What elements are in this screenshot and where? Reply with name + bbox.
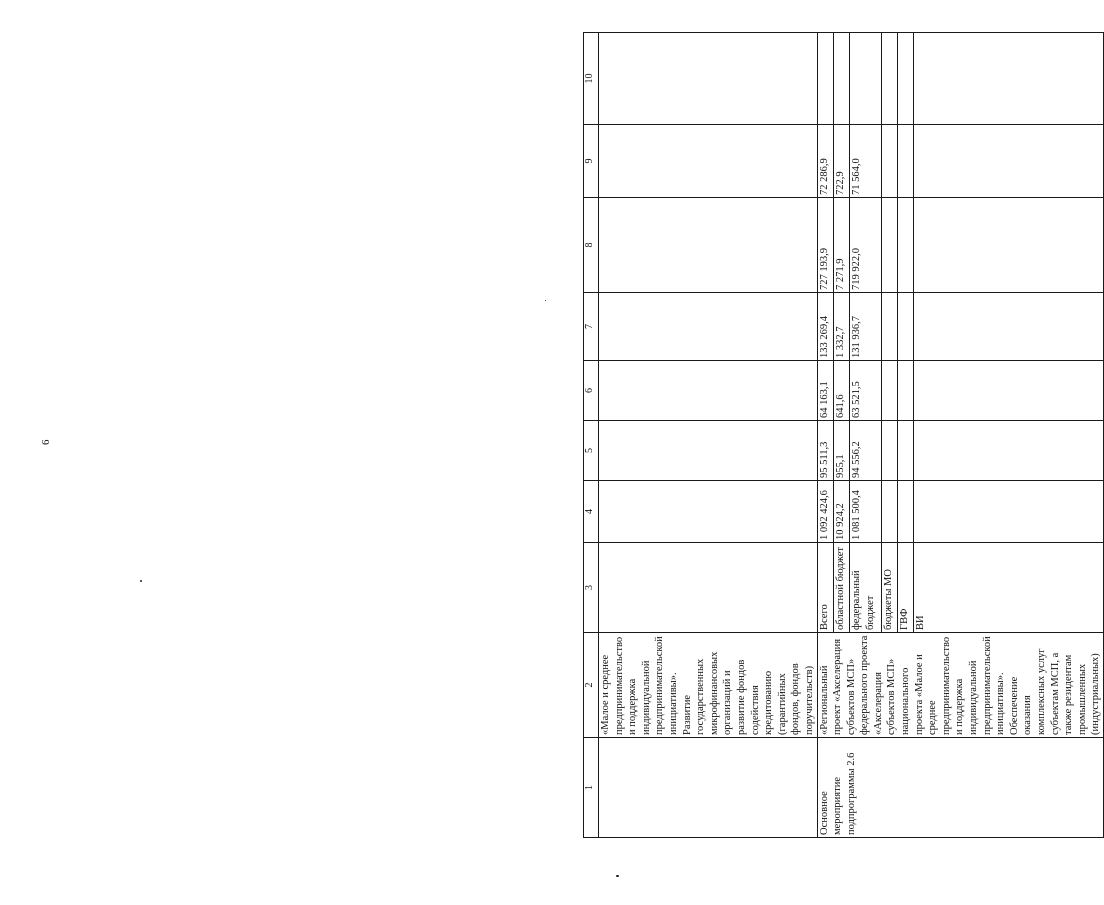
header-cell: 10: [584, 33, 599, 125]
funding-source-cell: областной бюджет: [833, 543, 849, 633]
value-cell: [914, 361, 1104, 421]
value-cell: 94 556,2: [850, 421, 881, 481]
value-cell: 955,1: [833, 421, 849, 481]
value-cell: [914, 481, 1104, 543]
value-cell: [881, 125, 897, 198]
value-cell: [881, 481, 897, 543]
table-cell: [599, 125, 818, 198]
value-cell: [914, 33, 1104, 125]
funding-source-cell: ГВФ: [897, 543, 913, 633]
scan-speck: [545, 300, 546, 301]
project-description-cell: «Малое и среднее предпринимательство и поддержка индивидуальной предпринимательской инициативы». Развитие государственных микрофинансовых организаций и развитие фондов содействия кредитованию (гарантийных фондов, фондов поручительств): [599, 633, 818, 738]
page-number: 6: [40, 439, 52, 445]
value-cell: [881, 293, 897, 361]
value-cell: 1 081 500,4: [850, 481, 881, 543]
table-cell: [599, 481, 818, 543]
value-cell: [897, 361, 913, 421]
value-cell: [881, 33, 897, 125]
header-cell: 7: [584, 293, 599, 361]
value-cell: [881, 361, 897, 421]
table-cell: [599, 543, 818, 633]
value-cell: 71 564,0: [850, 125, 881, 198]
table-row: [817, 33, 833, 838]
budget-table: [583, 32, 1104, 838]
table-cell: [599, 361, 818, 421]
value-cell: 722,9: [833, 125, 849, 198]
value-cell: 1 092 424,6: [817, 481, 833, 543]
value-cell: 7 271,9: [833, 198, 849, 293]
table-cell: [599, 738, 818, 838]
value-cell: 95 511,3: [817, 421, 833, 481]
value-cell: [897, 198, 913, 293]
header-cell: 3: [584, 543, 599, 633]
header-cell: 9: [584, 125, 599, 198]
funding-source-cell: Всего: [817, 543, 833, 633]
table-cell: [599, 293, 818, 361]
value-cell: [881, 421, 897, 481]
scan-speck: [616, 875, 619, 877]
value-cell: 641,6: [833, 361, 849, 421]
value-cell: 1 332,7: [833, 293, 849, 361]
table-row: [599, 33, 818, 838]
value-cell: 63 521,5: [850, 361, 881, 421]
value-cell: 727 193,9: [817, 198, 833, 293]
value-cell: 72 286,9: [817, 125, 833, 198]
funding-source-cell: ВИ: [914, 543, 1104, 633]
header-cell: 8: [584, 198, 599, 293]
value-cell: 719 922,0: [850, 198, 881, 293]
value-cell: [914, 125, 1104, 198]
value-cell: [897, 293, 913, 361]
table-cell: [599, 33, 818, 125]
funding-source-cell: бюджеты МО: [881, 543, 897, 633]
value-cell: 133 269,4: [817, 293, 833, 361]
value-cell: [914, 293, 1104, 361]
value-cell: [897, 421, 913, 481]
value-cell: [897, 481, 913, 543]
table-cell: [599, 198, 818, 293]
value-cell: [914, 198, 1104, 293]
value-cell: [817, 33, 833, 125]
header-cell: 6: [584, 361, 599, 421]
rotated-table-container: [583, 33, 1102, 838]
value-cell: [881, 198, 897, 293]
project-description-cell: «Региональный проект «Акселерация субъектов МСП» федерального проекта «Акселерация субъектов МСП» национального проекта «Малое и среднее предпринимательство и поддержка индивидуальной предпринимательской инициативы». Обеспечение оказания комплексных услуг субъектам МСП, а также резидентам промышленных (индустриальных): [817, 633, 1103, 738]
header-cell: 2: [584, 633, 599, 738]
header-cell: 5: [584, 421, 599, 481]
value-cell: [897, 33, 913, 125]
value-cell: [833, 33, 849, 125]
value-cell: 10 924,2: [833, 481, 849, 543]
value-cell: [914, 421, 1104, 481]
table-header-row: [584, 33, 599, 838]
header-cell: 1: [584, 738, 599, 838]
table-cell: [599, 421, 818, 481]
value-cell: 64 163,1: [817, 361, 833, 421]
header-cell: 4: [584, 481, 599, 543]
measure-name-cell: Основное мероприятие подпрограммы 2.6: [817, 738, 1103, 838]
value-cell: [850, 33, 881, 125]
value-cell: 131 936,7: [850, 293, 881, 361]
value-cell: [897, 125, 913, 198]
funding-source-cell: федеральный бюджет: [850, 543, 881, 633]
scan-speck: [140, 580, 142, 582]
